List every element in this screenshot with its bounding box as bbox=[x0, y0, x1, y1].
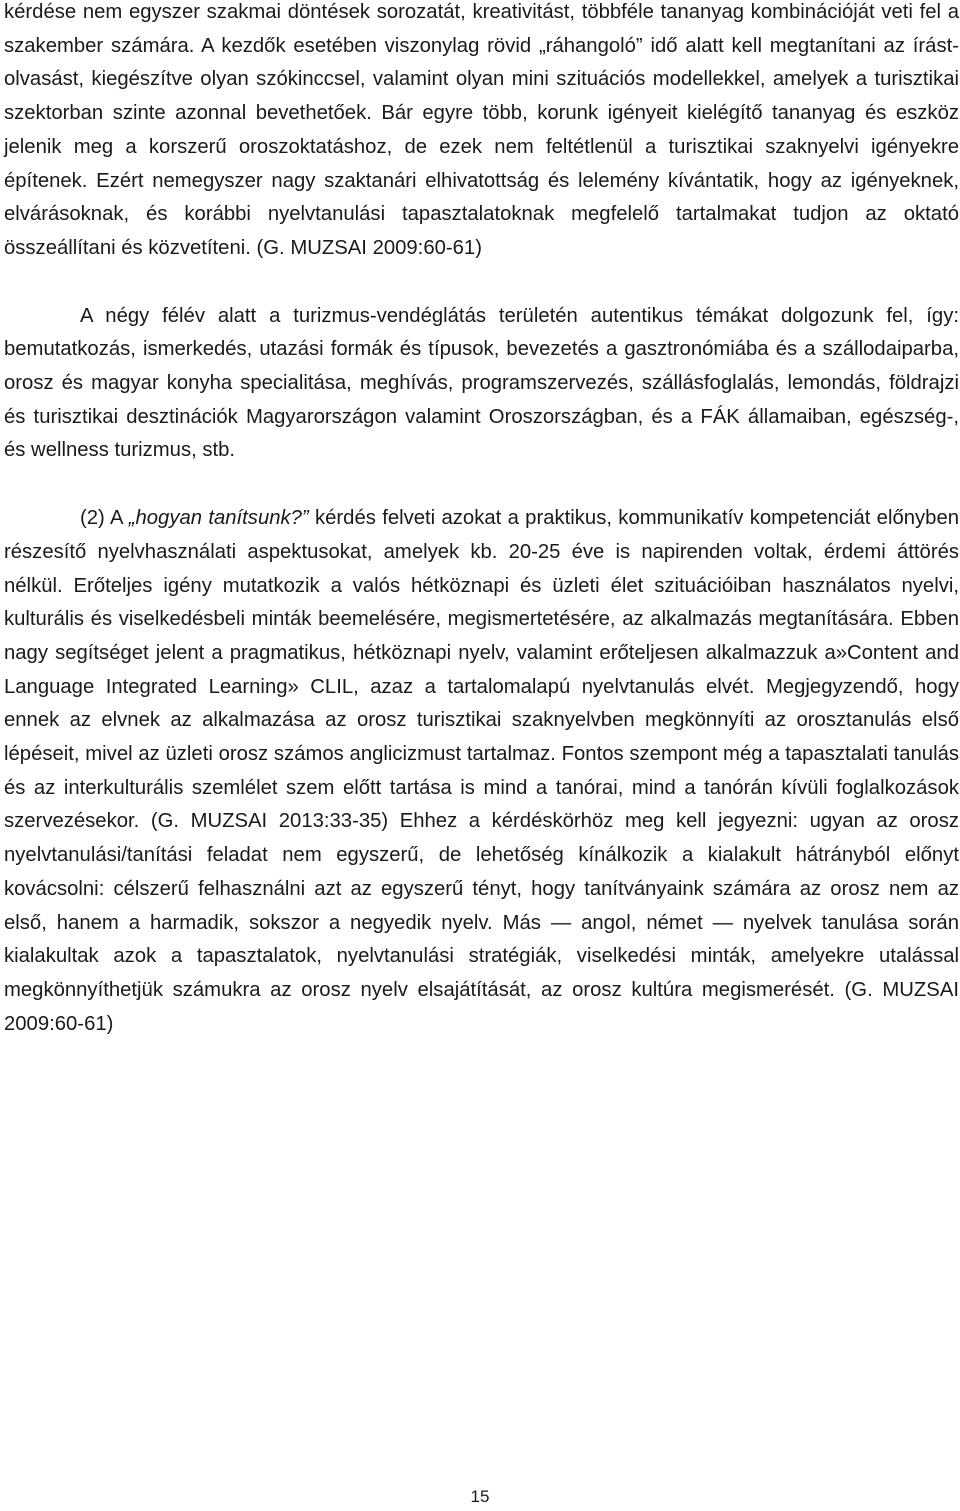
page-number: 15 bbox=[470, 1487, 490, 1506]
paragraph-course-content: kérdése nem egyszer szakmai döntések sorozatát, kreativitást, többféle tananyag kombinációját veti fel a szakember számára. A kezdők esetében viszonylag rövid „ráhangoló” idő alatt kell megtanítani az írást-olvasást, kiegészítve olyan szókinccsel, valamint olyan mini szituációs modellekkel, amelyek a turisztikai szektorban szinte azonnal bevethetőek. Bár egyre több, korunk igényeit kielégítő tananyag és eszköz jelenik meg a korszerű oroszoktatáshoz, de ezek nem feltétlenül a turisztikai szaknyelvi igényekre építenek. Ezért nemegyszer nagy szaktanári elhivatottság és lelemény kívántatik, hogy az igényeknek, elvárásoknak, és korábbi nyelvtanulási tapasztalatoknak megfelelő tartalmakat tudjon az oktató összeállítani és közvetíteni. (G. MUZSAI 2009:60-61) bbox=[4, 1, 959, 259]
paragraph-topics: A négy félév alatt a turizmus-vendéglátás területén autentikus témákat dolgozunk fel, így: bemutatkozás, ismerkedés, utazási formák és típusok, bevezetés a gasztronómiába és a szállodaiparba, orosz és magyar konyha specialitása, meghívás, programszervezés, szállásfoglalás, lemondás, földrajzi és turisztikai desztinációk Magyarországon valamint Oroszországban, és a FÁK államaiban, egészség-, és wellness turizmus, stb. bbox=[4, 304, 959, 462]
paragraph-how-to-teach-prefix: (2) A bbox=[80, 507, 129, 530]
paragraph-how-to-teach-body: kérdés felveti azokat a praktikus, kommunikatív kompetenciát előnyben részesítő nyelvhasználati aspektusokat, amelyek kb. 20-25 éve is napirenden voltak, érdemi áttörés nélkül. Erőteljes igény mutatkozik a valós hétköznapi és üzleti élet szituációiban használatos nyelvi, kulturális és viselkedésbeli minták beemelésére, megismertetésére, az alkalmazás megtanítására. Ebben nagy segítséget jelent a pragmatikus, hétköznapi nyelv, valamint erőteljesen alkalmazzuk a»Content and Language Integrated Learning» CLIL, azaz a tartalomalapú nyelvtanulás elvét. Megjegyzendő, hogy ennek az elvnek az alkalmazása az orosz turisztikai szaknyelvben megkönnyíti az orosztanulás első lépéseit, mivel az üzleti orosz számos anglicizmust tartalmaz. Fontos szempont még a tapasztalati tanulás és az interkulturális szemlélet szem előtt tartása is mind a tanórai, mind a tanórán kívüli foglalkozások szervezésekor. (G. MUZSAI 2013:33-35) Ehhez a kérdéskörhöz meg kell jegyezni: ugyan az orosz nyelvtanulási/tanítási feladat nem egyszerű, de lehetőség kínálkozik a kialakult hátrányból előnyt kovácsolni: célszerű felhasználni azt az egyszerű tényt, hogy tanítványaink számára az orosz nem az első, hanem a harmadik, sokszor a negyedik nyelv. Más ― angol, német ― nyelvek tanulása során kialakultak azok a tapasztalatok, nyelvtanulási stratégiák, viselkedési minták, amelyekre utalással megkönnyíthetjük számukra az orosz nyelv elsajátítását, az orosz kultúra megismerését. (G. MUZSAI 2009:60-61) bbox=[4, 507, 959, 1035]
document-page bbox=[4, 0, 959, 1041]
paragraph-how-to-teach bbox=[4, 502, 959, 1041]
paragraph-how-to-teach-question: „hogyan tanítsunk?” bbox=[128, 507, 309, 530]
